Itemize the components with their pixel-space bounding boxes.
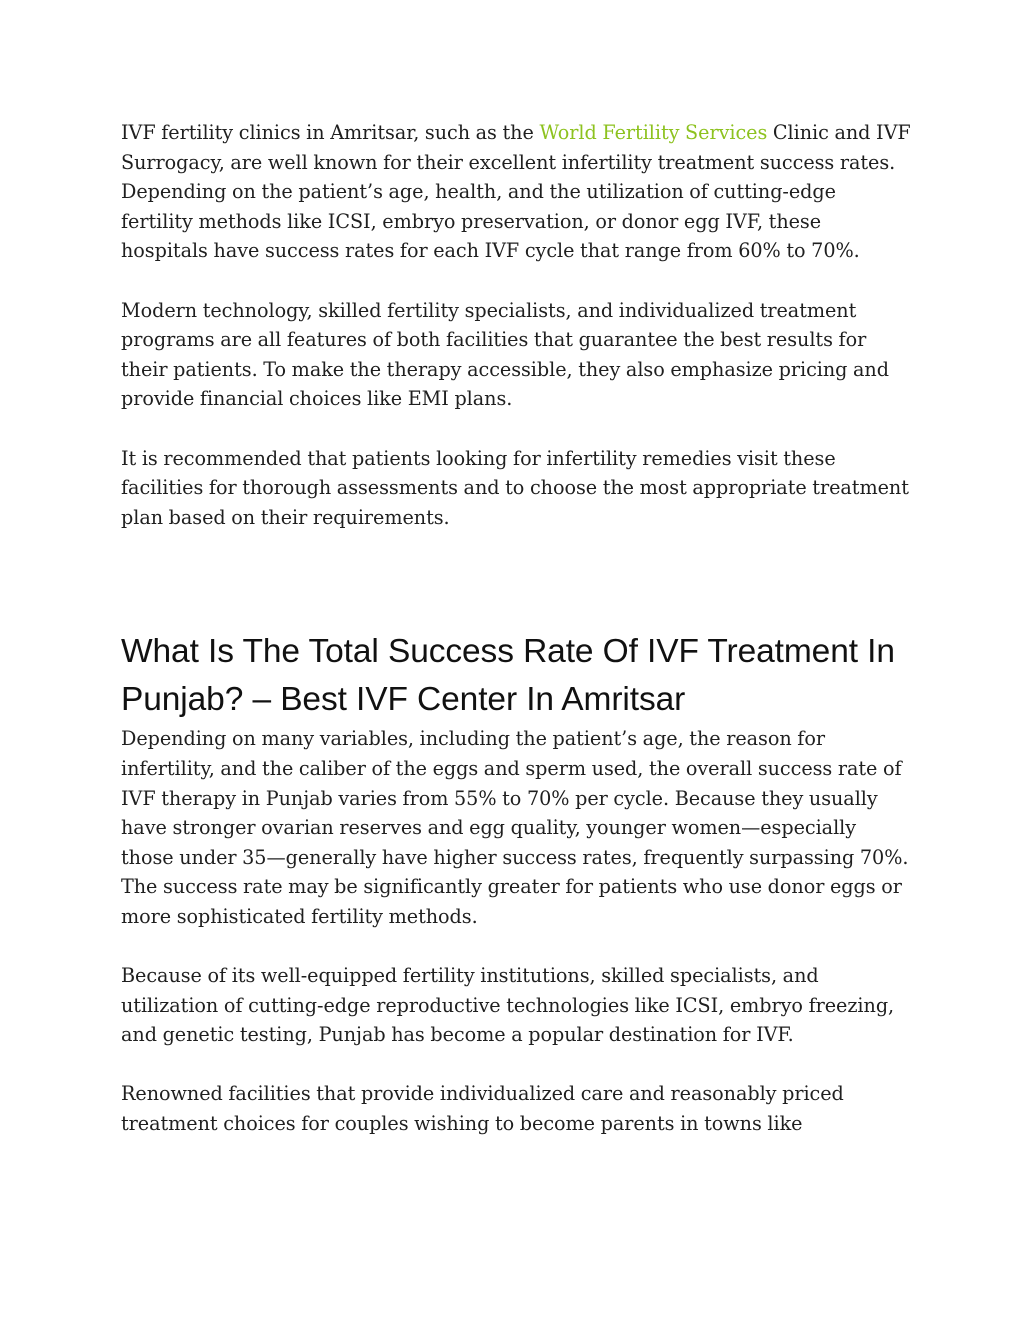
section-spacer	[121, 532, 911, 628]
success-rate-paragraph: Depending on many variables, including the patient’s age, the reason for infertility, and the caliber of the eggs and sperm used, the overall success rate of IVF therapy in Punjab varies from 55% to 70% per cycle. Because they usually have stronger ovarian reserves and egg quality, younger women—especially those under 35—generally have higher success rates, frequently surpassing 70%. The success rate may be significantly greater for patients who use donor eggs or more sophisticated fertility methods.	[121, 727, 909, 928]
intro-paragraph	[121, 118, 911, 266]
paragraph-spacer	[121, 1050, 911, 1080]
paragraph-spacer	[121, 266, 911, 296]
document-body	[121, 118, 911, 1139]
world-fertility-services-link[interactable]: World Fertility Services	[539, 121, 768, 144]
renowned-facilities-paragraph: Renowned facilities that provide individualized care and reasonably priced treatment choices for couples wishing to become parents in towns like	[121, 1082, 844, 1136]
punjab-destination-paragraph: Because of its well-equipped fertility institutions, skilled specialists, and utilization of cutting-edge reproductive technologies like ICSI, embryo freezing, and genetic testing, Punjab has become a popular destination for IVF.	[121, 964, 895, 1047]
intro-rest: Clinic and IVF Surrogacy, are well known for their excellent infertility treatment success rates. Depending on the patient’s age, health, and the utilization of cutting-edge fertility methods like ICSI, embryo preservation, or donor egg IVF, these hospitals have success rates for each IVF cycle that range from 60% to 70%.	[121, 121, 911, 263]
section-heading: What Is The Total Success Rate Of IVF Treatment In Punjab? – Best IVF Center In Amritsar	[121, 633, 895, 719]
paragraph-spacer	[121, 414, 911, 444]
paragraph-spacer	[121, 931, 911, 961]
recommendation-paragraph: It is recommended that patients looking for infertility remedies visit these facilities for thorough assessments and to choose the most appropriate treatment plan based on their requirements.	[121, 446, 909, 529]
intro-lead: IVF fertility clinics in Amritsar, such as the	[121, 121, 540, 144]
technology-paragraph: Modern technology, skilled fertility specialists, and individualized treatment programs are all features of both facilities that guarantee the best results for their patients. To make the therapy accessible, they also emphasize pricing and provide financial choices like EMI plans.	[121, 298, 889, 411]
